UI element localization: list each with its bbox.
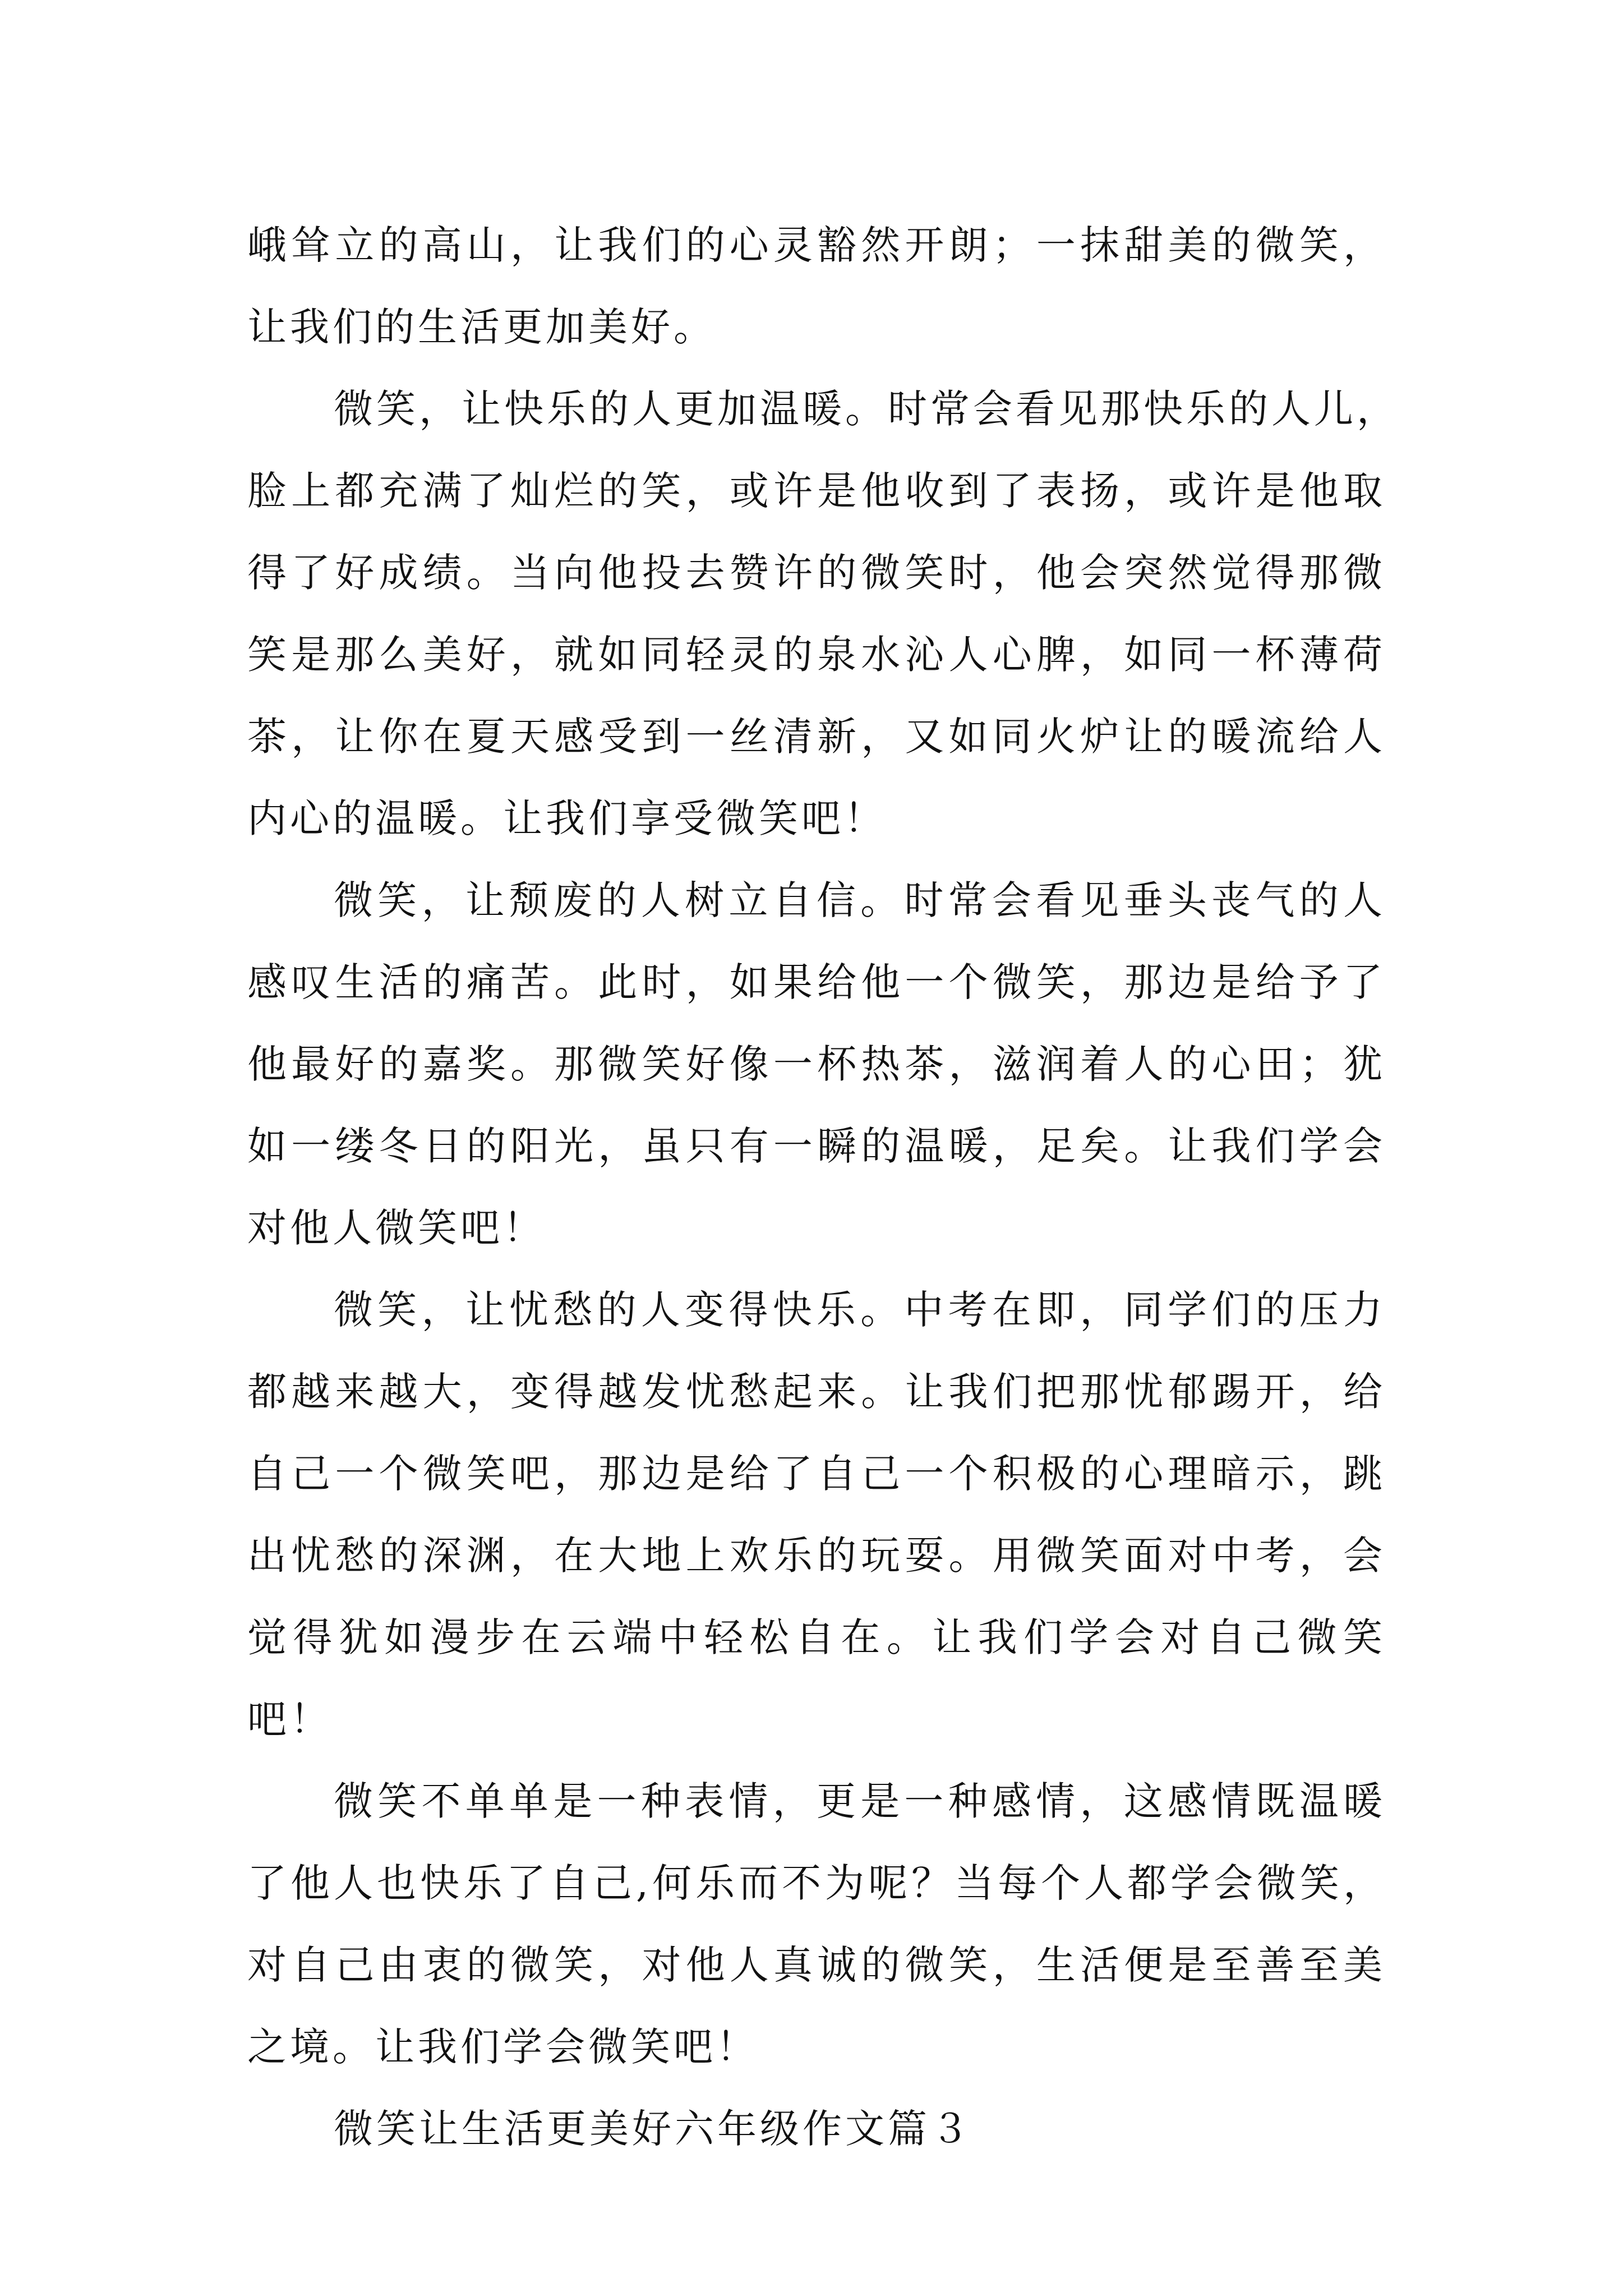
text-line: 感叹生活的痛苦。此时，如果给他一个微笑，那边是给予了: [247, 959, 1386, 1005]
text-line: 他最好的嘉奖。那微笑好像一杯热茶，滋润着人的心田；犹: [247, 1041, 1386, 1087]
text-line: 茶，让你在夏天感受到一丝清新，又如同火炉让的暖流给人: [247, 714, 1386, 760]
text-line: 了他人也快乐了自己,何乐而不为呢？当每个人都学会微笑，: [247, 1860, 1386, 1906]
text-line: 峨耸立的高山，让我们的心灵豁然开朗；一抹甜美的微笑，: [247, 222, 1386, 268]
text-line: 都越来越大，变得越发忧愁起来。让我们把那忧郁踢开，给: [247, 1369, 1386, 1415]
text-line: 得了好成绩。当向他投去赞许的微笑时，他会突然觉得那微: [247, 550, 1386, 596]
text-line: 吧！: [247, 1696, 333, 1742]
paragraph-first-line: 微笑，让颓废的人树立自信。时常会看见垂头丧气的人: [334, 877, 1386, 923]
text-line: 内心的温暖。让我们享受微笑吧！: [247, 795, 887, 841]
text-line: 出忧愁的深渊，在大地上欢乐的玩耍。用微笑面对中考，会: [247, 1533, 1386, 1579]
text-line: 觉得犹如漫步在云端中轻松自在。让我们学会对自己微笑: [247, 1614, 1386, 1660]
text-line: 如一缕冬日的阳光，虽只有一瞬的温暖，足矣。让我们学会: [247, 1123, 1386, 1169]
paragraph-first-line: 微笑，让快乐的人更加温暖。时常会看见那快乐的人儿，: [334, 386, 1399, 432]
text-line: 之境。让我们学会微笑吧！: [247, 2024, 759, 2070]
paragraph-first-line: 微笑，让忧愁的人变得快乐。中考在即，同学们的压力: [334, 1287, 1386, 1333]
text-line: 自己一个微笑吧，那边是给了自己一个积极的心理暗示，跳: [247, 1451, 1386, 1497]
paragraph-first-line: 微笑不单单是一种表情，更是一种感情，这感情既温暖: [334, 1778, 1386, 1824]
text-line: 对他人微笑吧！: [247, 1205, 546, 1251]
section-heading: 微笑让生活更美好六年级作文篇３: [334, 2106, 973, 2152]
article-body: [247, 204, 1399, 2170]
text-line: 对自己由衷的微笑，对他人真诚的微笑，生活便是至善至美: [247, 1942, 1386, 1988]
text-line: 让我们的生活更加美好。: [247, 304, 716, 350]
text-line: 脸上都充满了灿烂的笑，或许是他收到了表扬，或许是他取: [247, 468, 1386, 514]
text-line: 笑是那么美好，就如同轻灵的泉水沁人心脾，如同一杯薄荷: [247, 632, 1386, 678]
